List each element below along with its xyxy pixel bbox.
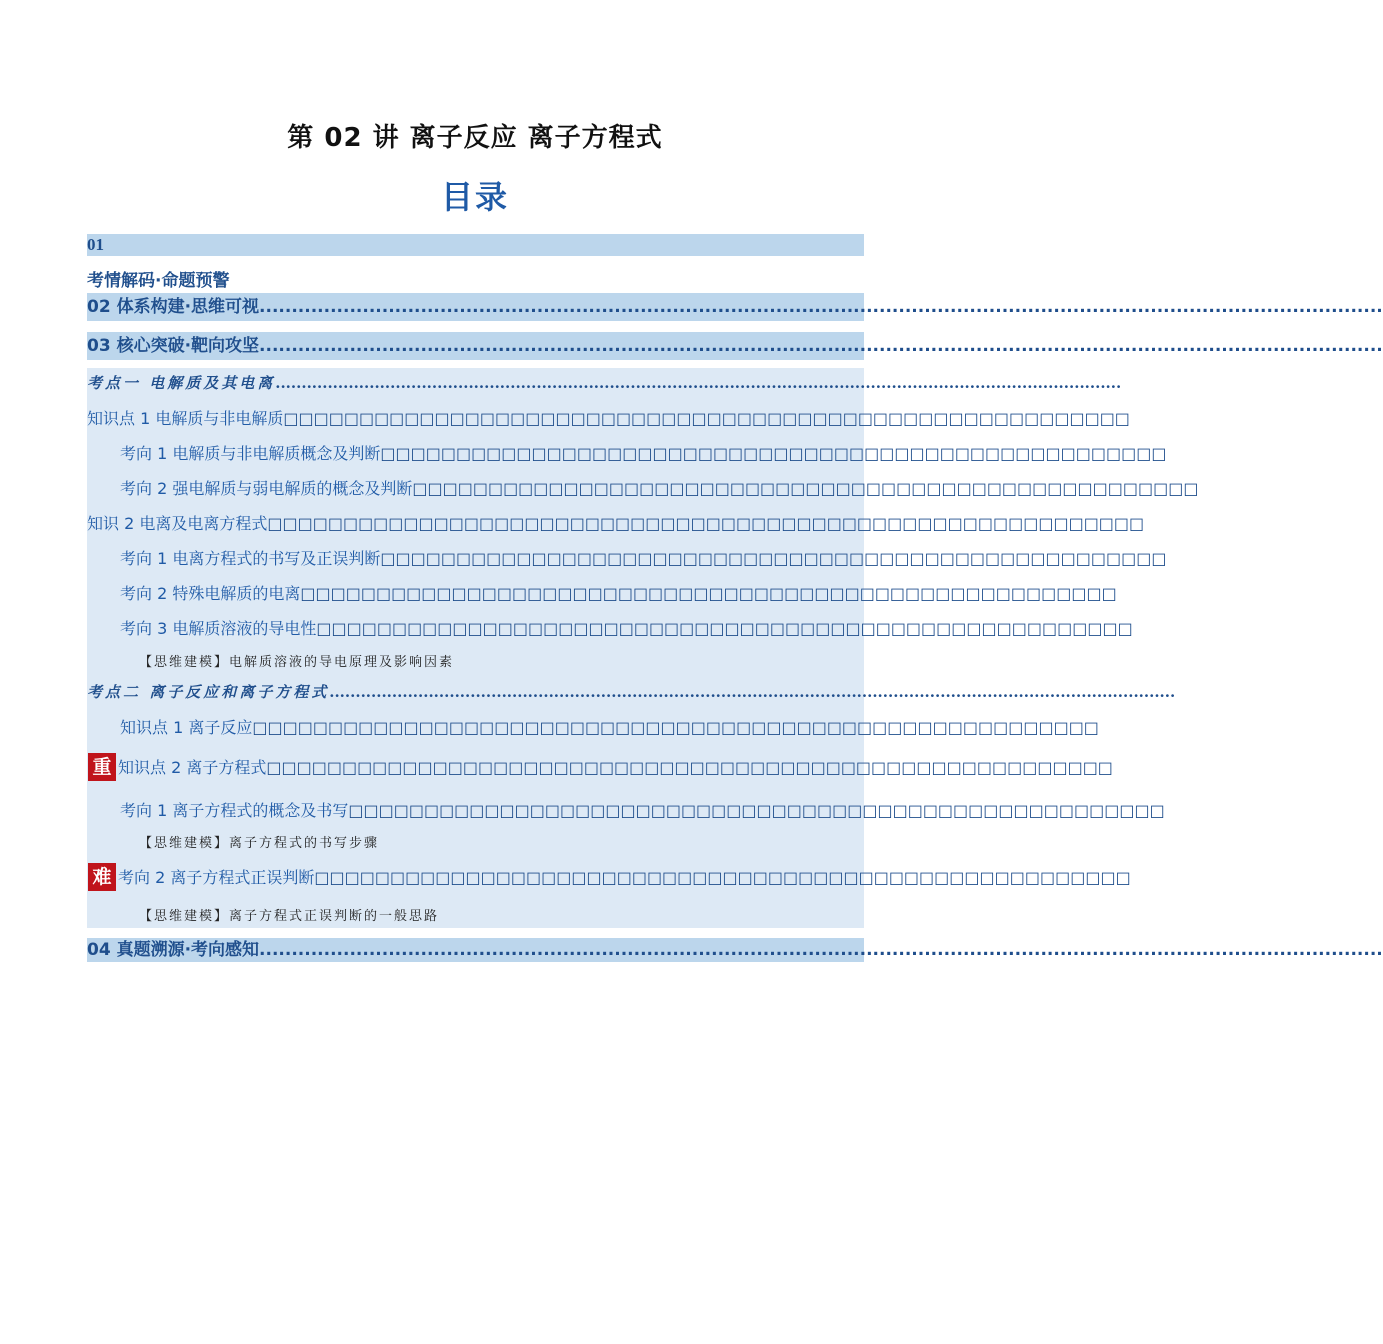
toc-kp2-direction-1[interactable] [87,800,1165,822]
toc-kp2-knowledge-1-label: 知识点 1 离子反应 [120,718,253,737]
toc-kp1-k1-direction-1-label: 考向 1 电解质与非电解质概念及判断 [120,444,381,463]
box-leader: □□□□□□□□□□□□□□□□□□□□□□□□□□□□□□□□□□□□□□□□□□□□□□□□□□□□□□ [314,868,1131,887]
document-title: 第 02 讲 离子反应 离子方程式 [287,123,663,153]
box-leader: □□□□□□□□□□□□□□□□□□□□□□□□□□□□□□□□□□□□□□□□□□□□□□□□□□□□□□□□ [266,758,1113,777]
toc-kp1-knowledge-1-label: 知识点 1 电解质与非电解质 [87,409,284,428]
dot-leader: .............................................................................................................................................................................. [259,940,1383,960]
box-leader: □□□□□□□□□□□□□□□□□□□□□□□□□□□□□□□□□□□□□□□□□□□□□□□□□□□□□□□□ [283,409,1130,428]
box-leader: □□□□□□□□□□□□□□□□□□□□□□□□□□□□□□□□□□□□□□□□□□□□□□□□□□□□ [380,444,1167,463]
toc-kp1-k1-direction-2-label: 考向 2 强电解质与弱电解质的概念及判断 [120,479,413,498]
dot-leader: .................................................................................................................................................................. [275,374,1122,392]
toc-section-01-label[interactable]: 考情解码·命题预警 [87,271,230,291]
box-leader: □□□□□□□□□□□□□□□□□□□□□□□□□□□□□□□□□□□□□□□□□□□□□□□□□□□□□□□□ [252,718,1099,737]
toc-kp2-knowledge-1[interactable] [87,717,1099,739]
toc-kp1-k2-direction-2-label: 考向 2 特殊电解质的电离 [120,584,301,603]
toc-section-04[interactable] [87,938,1383,962]
difficult-point-badge: 难 [88,863,116,891]
toc-kp2-knowledge-2[interactable] [87,757,1113,779]
toc-kp2-direction-1-label: 考向 1 离子方程式的概念及书写 [120,801,349,820]
box-leader: □□□□□□□□□□□□□□□□□□□□□□□□□□□□□□□□□□□□□□□□□□□□□□□□□□□□ [412,479,1199,498]
toc-kp2-thinking-model-2[interactable]: 【思维建模】离子方程式正误判断的一般思路 [139,909,440,924]
toc-kp2-direction-2-label: 考向 2 离子方程式正误判断 [118,868,315,887]
toc-kp2-knowledge-2-label: 知识点 2 离子方程式 [118,758,267,777]
box-leader: □□□□□□□□□□□□□□□□□□□□□□□□□□□□□□□□□□□□□□□□□□□□□□□□□□□□□□ [300,584,1117,603]
box-leader: □□□□□□□□□□□□□□□□□□□□□□□□□□□□□□□□□□□□□□□□□□□□□□□□□□□□□□ [316,619,1133,638]
toc-kp1-knowledge-2[interactable] [87,513,1145,535]
box-leader: □□□□□□□□□□□□□□□□□□□□□□□□□□□□□□□□□□□□□□□□□□□□□□□□□□□□□□□□□□ [267,514,1145,533]
toc-kp2-direction-2[interactable] [87,867,1131,889]
toc-heading: 目录 [440,178,509,216]
box-leader: □□□□□□□□□□□□□□□□□□□□□□□□□□□□□□□□□□□□□□□□□□□□□□□□□□□□ [380,549,1167,568]
dot-leader: .................................................................................................................................................................. [329,683,1176,701]
key-point-badge: 重 [88,753,116,781]
toc-kp2-thinking-model-1[interactable]: 【思维建模】离子方程式的书写步骤 [139,836,380,851]
toc-section-03-label: 03 核心突破·靶向攻坚 [87,336,260,356]
toc-kp1-k2-direction-2[interactable] [87,583,1117,605]
dot-leader: .............................................................................................................................................................................. [259,336,1383,356]
box-leader: □□□□□□□□□□□□□□□□□□□□□□□□□□□□□□□□□□□□□□□□□□□□□□□□□□□□□□ [348,801,1165,820]
toc-kp1-knowledge-1[interactable] [87,408,1130,430]
toc-kp1-knowledge-2-label: 知识 2 电离及电离方程式 [87,514,268,533]
toc-kaodian-1[interactable] [87,372,1122,394]
toc-kp1-k2-direction-1[interactable] [87,548,1167,570]
toc-section-03[interactable] [87,332,1383,360]
toc-kp1-thinking-model[interactable]: 【思维建模】电解质溶液的导电原理及影响因素 [139,655,455,670]
toc-kp1-k2-direction-1-label: 考向 1 电离方程式的书写及正误判断 [120,549,381,568]
toc-kaodian-2-label: 考点二 离子反应和离子方程式 [87,683,330,701]
toc-kp1-k1-direction-1[interactable] [87,443,1167,465]
toc-kp1-k1-direction-2[interactable] [87,478,1199,500]
toc-section-02-label: 02 体系构建·思维可视 [87,297,260,317]
dot-leader: .............................................................................................................................................................................. [259,297,1383,317]
toc-section-01-number: 01 [87,235,104,254]
toc-kp1-k2-direction-3-label: 考向 3 电解质溶液的导电性 [120,619,317,638]
toc-kaodian-2[interactable] [87,681,1176,703]
toc-section-01-band[interactable] [87,234,864,256]
toc-kaodian-1-label: 考点一 电解质及其电离 [87,374,276,392]
toc-kp1-k2-direction-3[interactable] [87,618,1133,640]
toc-section-02[interactable] [87,293,1383,321]
toc-section-04-label: 04 真题溯源·考向感知 [87,940,260,960]
